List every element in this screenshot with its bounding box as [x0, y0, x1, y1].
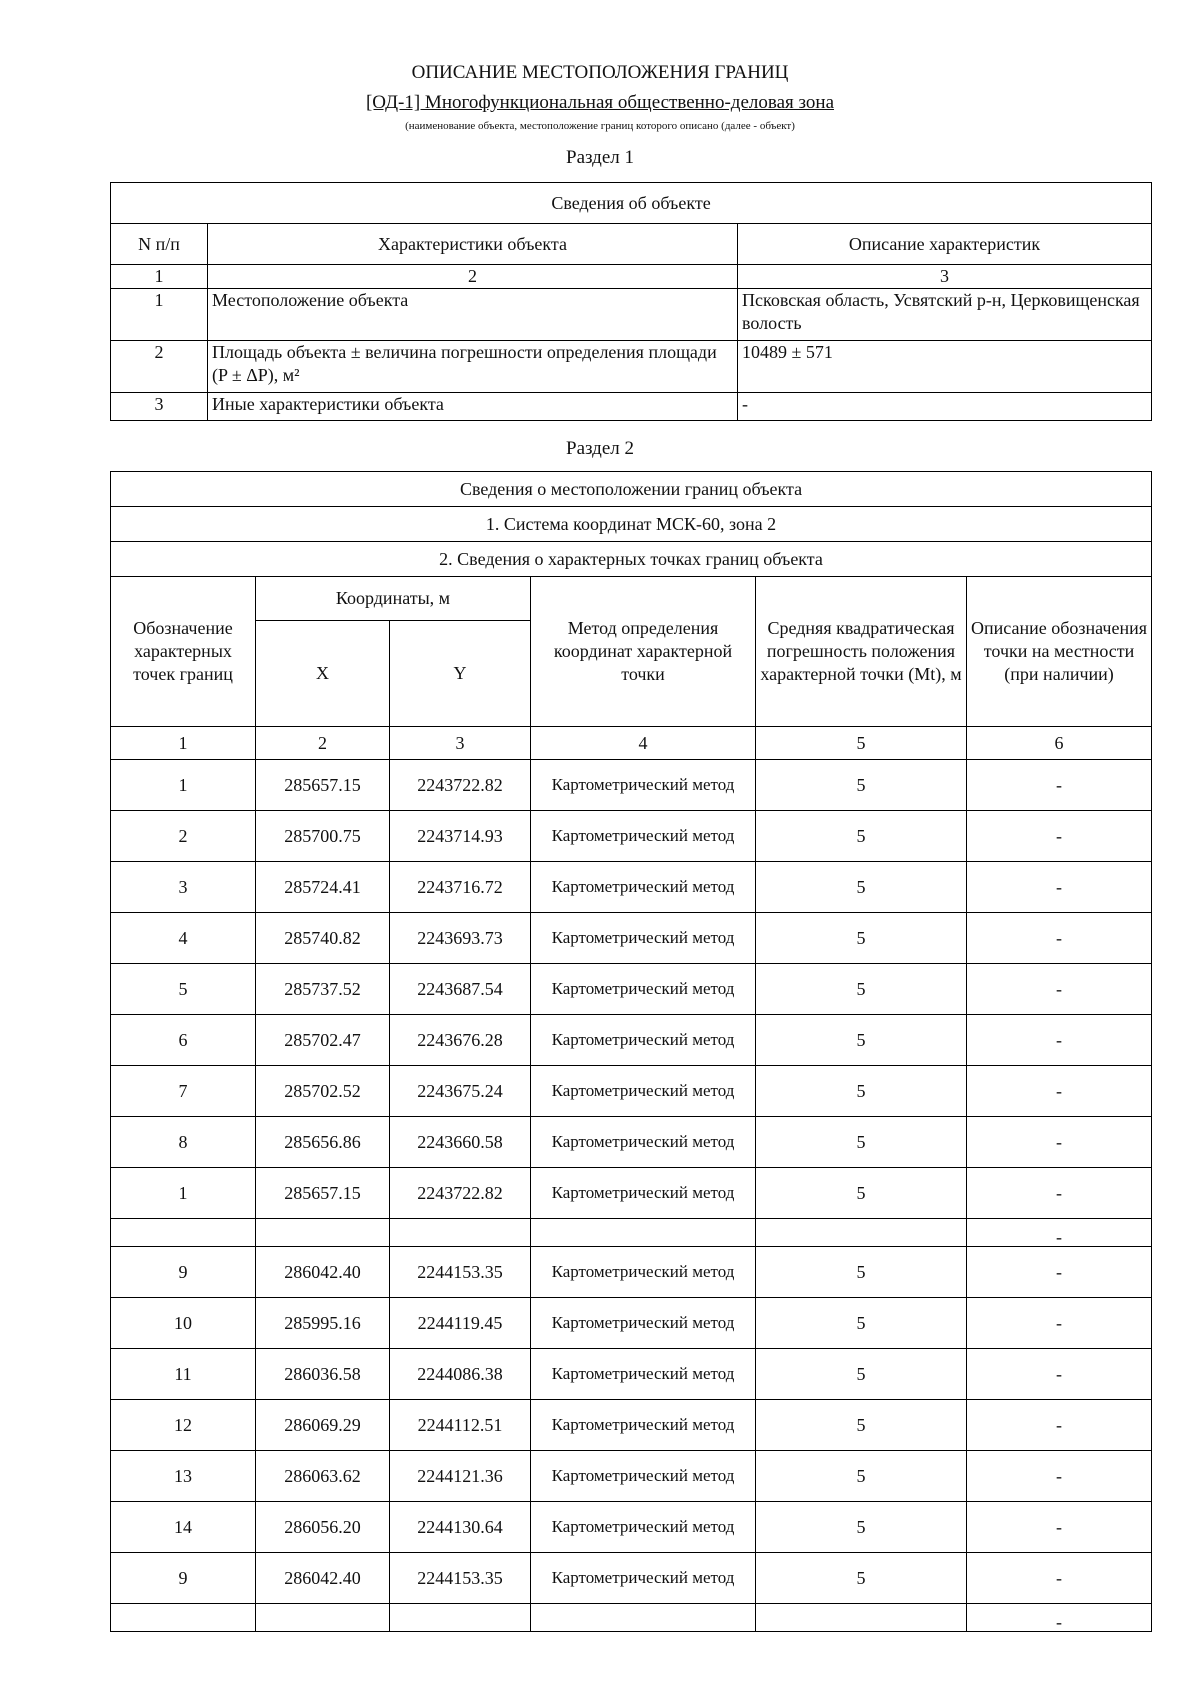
coord-x: 286042.40 [256, 1247, 390, 1298]
error-cell: 5 [756, 1066, 967, 1117]
table-row [111, 1553, 1152, 1604]
col-number: 3 [738, 265, 1152, 289]
col-header-characteristic: Характеристики объекта [208, 224, 738, 265]
error-cell: 5 [756, 1015, 967, 1066]
col-header-method: Метод определения координат характерной точки [531, 577, 756, 727]
table-row [111, 811, 1152, 862]
point-number: 8 [111, 1117, 256, 1168]
coord-y: 2243716.72 [390, 862, 531, 913]
table-row [111, 1502, 1152, 1553]
method-cell [531, 1604, 756, 1632]
section1-label: Раздел 1 [566, 147, 634, 168]
coord-x: 285700.75 [256, 811, 390, 862]
point-number: 3 [111, 862, 256, 913]
coord-x: 285702.47 [256, 1015, 390, 1066]
method-cell: Картометрический метод [531, 1015, 756, 1066]
description-cell: - [967, 1502, 1152, 1553]
error-cell: 5 [756, 811, 967, 862]
method-cell: Картометрический метод [531, 1066, 756, 1117]
row-number: 1 [111, 289, 208, 341]
table-row [111, 1066, 1152, 1117]
document-title: ОПИСАНИЕ МЕСТОПОЛОЖЕНИЯ ГРАНИЦ [411, 62, 789, 83]
coord-y: 2244153.35 [390, 1247, 531, 1298]
method-cell: Картометрический метод [531, 964, 756, 1015]
table-row [111, 964, 1152, 1015]
characteristic-value: - [738, 393, 1152, 421]
characteristic-value: 10489 ± 571 [738, 341, 1152, 393]
method-cell: Картометрический метод [531, 1502, 756, 1553]
point-number [111, 1219, 256, 1247]
coord-x: 285657.15 [256, 1168, 390, 1219]
error-cell: 5 [756, 862, 967, 913]
col-number: 2 [208, 265, 738, 289]
error-cell [756, 1219, 967, 1247]
col-header-error: Средняя квадратическая погрешность положения характерной точки (Mt), м [756, 577, 967, 727]
description-cell: - [967, 1604, 1152, 1632]
coord-x: 285740.82 [256, 913, 390, 964]
point-number: 10 [111, 1298, 256, 1349]
error-cell: 5 [756, 1349, 967, 1400]
table-row [111, 1451, 1152, 1502]
point-number: 7 [111, 1066, 256, 1117]
col-number: 6 [967, 727, 1152, 760]
table-row [111, 760, 1152, 811]
coord-y: 2244153.35 [390, 1553, 531, 1604]
table-row [111, 341, 1152, 393]
error-cell: 5 [756, 964, 967, 1015]
point-number: 1 [111, 760, 256, 811]
point-number: 5 [111, 964, 256, 1015]
description-cell: - [967, 1117, 1152, 1168]
description-cell: - [967, 1168, 1152, 1219]
col-header-designation: Обозначение характерных точек границ [111, 577, 256, 727]
table-row [111, 1400, 1152, 1451]
description-cell: - [967, 1553, 1152, 1604]
description-cell: - [967, 1400, 1152, 1451]
row-number: 2 [111, 341, 208, 393]
object-name [0, 92, 1200, 114]
object-caption: (наименование объекта, местоположение границ которого описано (далее - объект) [405, 120, 795, 132]
point-number: 13 [111, 1451, 256, 1502]
description-cell: - [967, 913, 1152, 964]
description-cell: - [967, 1015, 1152, 1066]
table-row [111, 289, 1152, 341]
col-number: 1 [111, 265, 208, 289]
col-number: 4 [531, 727, 756, 760]
col-number: 3 [390, 727, 531, 760]
table-row-separator [111, 1604, 1152, 1632]
coord-x: 285657.15 [256, 760, 390, 811]
coord-y: 2243693.73 [390, 913, 531, 964]
point-number: 1 [111, 1168, 256, 1219]
error-cell: 5 [756, 1247, 967, 1298]
coord-x: 285737.52 [256, 964, 390, 1015]
error-cell [756, 1604, 967, 1632]
method-cell [531, 1219, 756, 1247]
coord-y: 2243722.82 [390, 760, 531, 811]
table-row [111, 862, 1152, 913]
coord-y: 2243722.82 [390, 1168, 531, 1219]
point-number: 11 [111, 1349, 256, 1400]
col-number: 1 [111, 727, 256, 760]
error-cell: 5 [756, 1502, 967, 1553]
method-cell: Картометрический метод [531, 913, 756, 964]
method-cell: Картометрический метод [531, 760, 756, 811]
coord-x: 286036.58 [256, 1349, 390, 1400]
point-number: 4 [111, 913, 256, 964]
description-cell: - [967, 811, 1152, 862]
point-number: 2 [111, 811, 256, 862]
characteristic-value: Псковская область, Усвятский р-н, Церковищенская волость [738, 289, 1152, 341]
col-header-description: Описание характеристик [738, 224, 1152, 265]
coord-x: 286042.40 [256, 1553, 390, 1604]
coord-x: 285702.52 [256, 1066, 390, 1117]
object-name-text: [ОД-1] Многофункциональная общественно-деловая зона [365, 92, 835, 113]
col-header-number: N п/п [111, 224, 208, 265]
coord-y: 2243687.54 [390, 964, 531, 1015]
description-cell: - [967, 1219, 1152, 1247]
method-cell: Картометрический метод [531, 1451, 756, 1502]
error-cell: 5 [756, 913, 967, 964]
coord-x: 286069.29 [256, 1400, 390, 1451]
point-number: 12 [111, 1400, 256, 1451]
coord-y: 2243714.93 [390, 811, 531, 862]
table-row [111, 1298, 1152, 1349]
row-number: 3 [111, 393, 208, 421]
point-number: 9 [111, 1247, 256, 1298]
method-cell: Картометрический метод [531, 1298, 756, 1349]
col-header-x: X [256, 621, 390, 727]
method-cell: Картометрический метод [531, 1553, 756, 1604]
description-cell: - [967, 1298, 1152, 1349]
characteristic-name: Площадь объекта ± величина погрешности определения площади (P ± ΔP), м² [208, 341, 738, 393]
description-cell: - [967, 1349, 1152, 1400]
table-row [111, 1117, 1152, 1168]
table-row [111, 1247, 1152, 1298]
coord-y: 2244130.64 [390, 1502, 531, 1553]
coord-y: 2244121.36 [390, 1451, 531, 1502]
coord-y: 2243660.58 [390, 1117, 531, 1168]
method-cell: Картометрический метод [531, 1117, 756, 1168]
object-info-title: Сведения об объекте [111, 183, 1152, 224]
point-number: 6 [111, 1015, 256, 1066]
col-header-y: Y [390, 621, 531, 727]
description-cell: - [967, 1066, 1152, 1117]
method-cell: Картометрический метод [531, 1349, 756, 1400]
coord-x [256, 1604, 390, 1632]
col-number: 5 [756, 727, 967, 760]
col-header-desc: Описание обозначения точки на местности (при наличии) [967, 577, 1152, 727]
description-cell: - [967, 1247, 1152, 1298]
error-cell: 5 [756, 760, 967, 811]
characteristic-name: Местоположение объекта [208, 289, 738, 341]
coord-y: 2244112.51 [390, 1400, 531, 1451]
point-number: 9 [111, 1553, 256, 1604]
coord-y [390, 1219, 531, 1247]
method-cell: Картометрический метод [531, 811, 756, 862]
section2-label: Раздел 2 [566, 438, 634, 459]
error-cell: 5 [756, 1168, 967, 1219]
coord-y: 2243675.24 [390, 1066, 531, 1117]
coord-x: 286063.62 [256, 1451, 390, 1502]
description-cell: - [967, 760, 1152, 811]
col-number: 2 [256, 727, 390, 760]
boundary-table-title: Сведения о местоположении границ объекта [111, 472, 1152, 507]
error-cell: 5 [756, 1400, 967, 1451]
coord-x: 285656.86 [256, 1117, 390, 1168]
description-cell: - [967, 964, 1152, 1015]
coord-x: 285995.16 [256, 1298, 390, 1349]
description-cell: - [967, 862, 1152, 913]
characteristic-name: Иные характеристики объекта [208, 393, 738, 421]
point-number: 14 [111, 1502, 256, 1553]
point-number [111, 1604, 256, 1632]
method-cell: Картометрический метод [531, 862, 756, 913]
error-cell: 5 [756, 1298, 967, 1349]
points-title: 2. Сведения о характерных точках границ объекта [111, 542, 1152, 577]
description-cell: - [967, 1451, 1152, 1502]
method-cell: Картометрический метод [531, 1247, 756, 1298]
coord-y: 2244119.45 [390, 1298, 531, 1349]
coordinate-system: 1. Система координат МСК-60, зона 2 [111, 507, 1152, 542]
table-row [111, 913, 1152, 964]
error-cell: 5 [756, 1451, 967, 1502]
method-cell: Картометрический метод [531, 1400, 756, 1451]
coord-y [390, 1604, 531, 1632]
method-cell: Картометрический метод [531, 1168, 756, 1219]
table-row-separator [111, 1219, 1152, 1247]
table-row [111, 1015, 1152, 1066]
coord-x [256, 1219, 390, 1247]
boundary-points-table [110, 471, 1152, 1632]
coord-x: 285724.41 [256, 862, 390, 913]
object-info-table [110, 182, 1152, 421]
coord-y: 2243676.28 [390, 1015, 531, 1066]
coord-y: 2244086.38 [390, 1349, 531, 1400]
table-row [111, 1168, 1152, 1219]
table-row [111, 393, 1152, 421]
col-header-coords: Координаты, м [256, 577, 531, 621]
table-row [111, 1349, 1152, 1400]
coord-x: 286056.20 [256, 1502, 390, 1553]
error-cell: 5 [756, 1553, 967, 1604]
error-cell: 5 [756, 1117, 967, 1168]
